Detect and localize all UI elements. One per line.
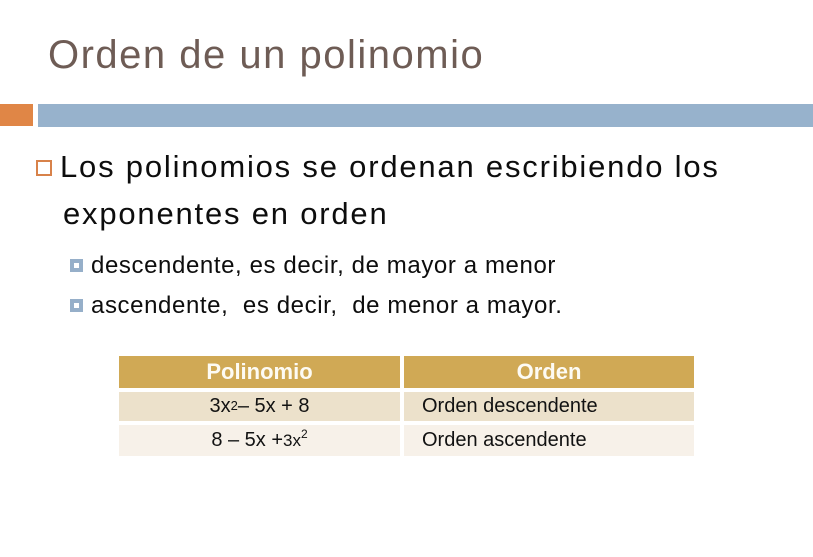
cell-orden-ascendente: Orden ascendente xyxy=(404,425,694,456)
poly-term: 8 – 5x + xyxy=(211,429,284,451)
main-bullet-text-line1: Los polinomios se ordenan escribiendo los xyxy=(60,149,720,184)
table-header-orden: Orden xyxy=(404,356,694,388)
cell-orden-descendente: Orden descendente xyxy=(404,392,694,421)
slide-title: Orden de un polinomio xyxy=(48,33,485,77)
cell-polinomio-descendente: 3x $^2$ – 5x + 8 xyxy=(119,392,400,421)
poly-term: – 5x + 8 xyxy=(237,395,310,417)
polynomial-order-table xyxy=(119,356,694,456)
filled-square-bullet-icon xyxy=(70,299,83,312)
hollow-square-bullet-icon xyxy=(36,160,52,176)
table-row xyxy=(119,425,694,456)
table-header-polinomio: Polinomio xyxy=(119,356,400,388)
accent-divider-bar xyxy=(38,104,813,127)
sub-bullet-label: descendente, es decir, de mayor a menor xyxy=(91,252,556,279)
filled-square-bullet-icon xyxy=(70,259,83,272)
poly-term: 3x xyxy=(283,430,301,450)
poly-exponent: 2 xyxy=(301,426,308,441)
sub-bullet-label: ascendente, es decir, de menor a mayor. xyxy=(91,292,563,319)
table-row xyxy=(119,392,694,421)
sub-bullet-ascendente xyxy=(70,292,563,320)
accent-orange-block xyxy=(0,104,33,126)
table-header-row xyxy=(119,356,694,388)
poly-term-small xyxy=(283,426,308,451)
poly-term: 3x xyxy=(209,395,231,417)
main-bullet-text-line2: exponentes en orden xyxy=(63,196,389,231)
cell-polinomio-ascendente xyxy=(119,425,400,456)
sub-bullet-descendente xyxy=(70,252,556,280)
